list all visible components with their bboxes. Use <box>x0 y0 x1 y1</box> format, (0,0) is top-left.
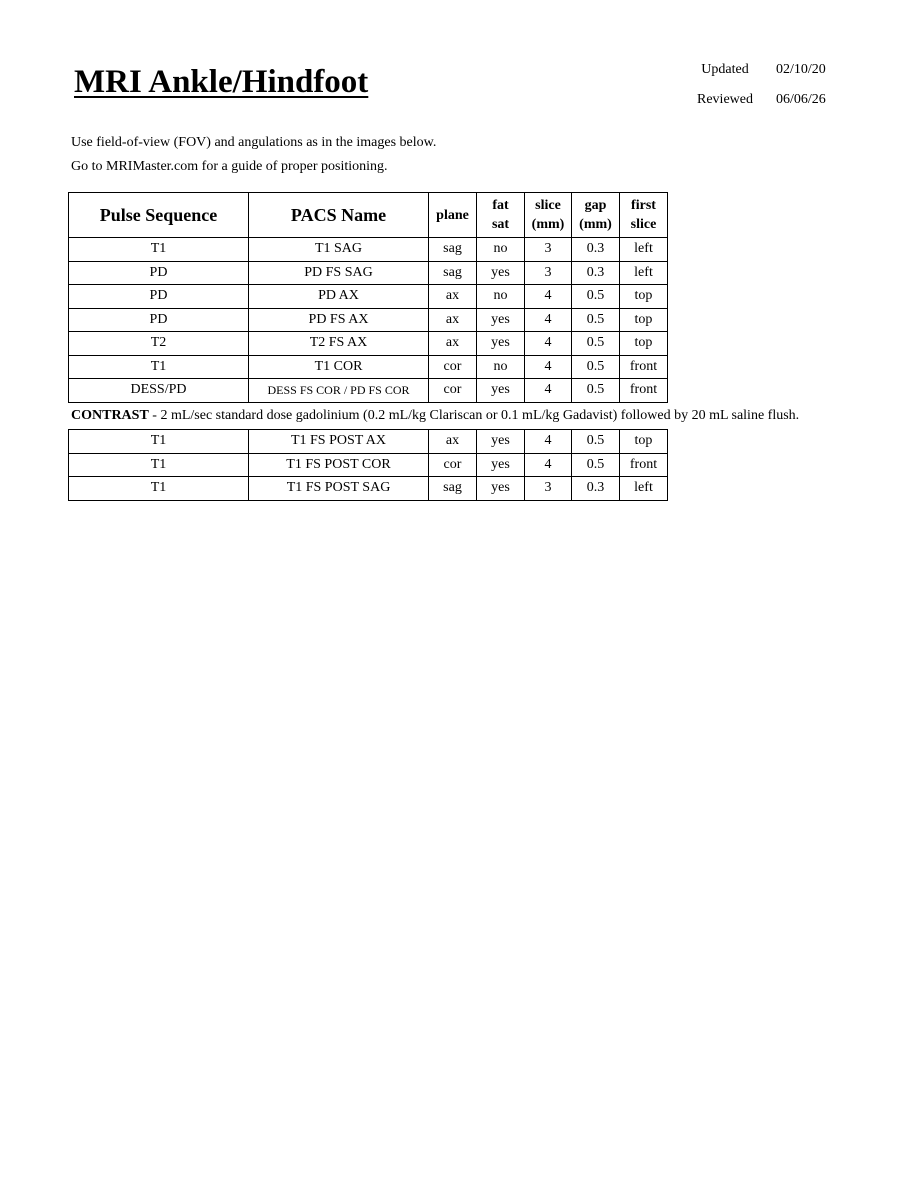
header-gap-line2: (mm) <box>579 217 612 232</box>
header-slice-line2: (mm) <box>531 217 565 232</box>
plane-cell: ax <box>429 430 477 454</box>
gap-cell: 0.5 <box>572 355 620 379</box>
pacs-name-cell: T1 COR <box>249 355 429 379</box>
plane-cell: cor <box>429 379 477 403</box>
gap-cell: 0.5 <box>572 453 620 477</box>
header-pulse-sequence: Pulse Sequence <box>69 193 249 238</box>
gap-cell: 0.3 <box>572 477 620 501</box>
slice-thickness-cell: 4 <box>525 308 572 332</box>
gap-cell: 0.3 <box>572 238 620 262</box>
first-slice-cell: top <box>620 308 668 332</box>
header-pacs-name: PACS Name <box>249 193 429 238</box>
first-slice-cell: top <box>620 332 668 356</box>
pacs-name-cell: T1 FS POST SAG <box>249 477 429 501</box>
table-row <box>69 355 668 379</box>
plane-cell: ax <box>429 332 477 356</box>
plane-cell: cor <box>429 453 477 477</box>
pacs-name-cell: T1 FS POST AX <box>249 430 429 454</box>
gap-cell: 0.5 <box>572 379 620 403</box>
contrast-label: CONTRAST <box>71 408 149 423</box>
header-gap-line1: gap <box>584 198 607 213</box>
pulse-sequence-cell: T1 <box>69 238 249 262</box>
pulse-sequence-cell: DESS/PD <box>69 379 249 403</box>
fat-sat-cell: yes <box>477 477 525 501</box>
first-slice-cell: left <box>620 261 668 285</box>
intro-line-positioning: Go to MRIMaster.com for a guide of proper positioning. <box>71 159 388 174</box>
header-first-slice-line2: slice <box>630 217 657 232</box>
reviewed-label: Reviewed <box>697 92 753 107</box>
gap-cell: 0.3 <box>572 261 620 285</box>
pacs-name-cell: T1 SAG <box>249 238 429 262</box>
first-slice-cell: left <box>620 477 668 501</box>
header-gap <box>572 193 620 238</box>
slice-thickness-cell: 4 <box>525 379 572 403</box>
pacs-name-cell: PD FS AX <box>249 308 429 332</box>
gap-cell: 0.5 <box>572 285 620 309</box>
protocol-table <box>68 192 668 403</box>
pulse-sequence-cell: T1 <box>69 453 249 477</box>
fat-sat-cell: yes <box>477 453 525 477</box>
contrast-text: - 2 mL/sec standard dose gadolinium (0.2 mL/kg Clariscan or 0.1 mL/kg Gadavist) followed by 20 mL saline flush. <box>148 408 800 423</box>
pulse-sequence-cell: PD <box>69 308 249 332</box>
reviewed-value: 06/06/26 <box>776 92 826 107</box>
table-row <box>69 261 668 285</box>
table-row <box>69 477 668 501</box>
fat-sat-cell: yes <box>477 261 525 285</box>
first-slice-cell: left <box>620 238 668 262</box>
table-row <box>69 308 668 332</box>
slice-thickness-cell: 3 <box>525 261 572 285</box>
fat-sat-cell: no <box>477 238 525 262</box>
pacs-name-cell: PD FS SAG <box>249 261 429 285</box>
gap-cell: 0.5 <box>572 308 620 332</box>
plane-cell: sag <box>429 261 477 285</box>
gap-cell: 0.5 <box>572 430 620 454</box>
pacs-name-cell: PD AX <box>249 285 429 309</box>
pulse-sequence-cell: T1 <box>69 430 249 454</box>
pacs-name-cell: T2 FS AX <box>249 332 429 356</box>
plane-cell: sag <box>429 238 477 262</box>
date-info <box>674 58 846 118</box>
table-row <box>69 379 668 403</box>
fat-sat-cell: yes <box>477 332 525 356</box>
pulse-sequence-cell: PD <box>69 261 249 285</box>
slice-thickness-cell: 4 <box>525 453 572 477</box>
first-slice-cell: top <box>620 285 668 309</box>
slice-thickness-cell: 4 <box>525 430 572 454</box>
table-row <box>69 332 668 356</box>
table-row <box>69 430 668 454</box>
pulse-sequence-cell: T1 <box>69 355 249 379</box>
first-slice-cell: top <box>620 430 668 454</box>
intro-text <box>71 131 436 179</box>
pulse-sequence-cell: T2 <box>69 332 249 356</box>
header-first-slice-line1: first <box>631 198 656 213</box>
pulse-sequence-cell: PD <box>69 285 249 309</box>
plane-cell: ax <box>429 285 477 309</box>
post-contrast-table <box>68 429 668 501</box>
fat-sat-cell: yes <box>477 430 525 454</box>
header-fat-sat-line1: fat <box>492 198 509 213</box>
slice-thickness-cell: 4 <box>525 285 572 309</box>
slice-thickness-cell: 4 <box>525 332 572 356</box>
contrast-note <box>71 408 799 424</box>
first-slice-cell: front <box>620 355 668 379</box>
plane-cell: ax <box>429 308 477 332</box>
table-header-row <box>69 193 668 238</box>
header-plane: plane <box>429 193 477 238</box>
slice-thickness-cell: 3 <box>525 477 572 501</box>
header-fat-sat-line2: sat <box>491 217 510 232</box>
intro-line-fov: Use field-of-view (FOV) and angulations as in the images below. <box>71 135 437 150</box>
header-slice <box>525 193 572 238</box>
reviewed-row <box>674 88 846 118</box>
header-first-slice <box>620 193 668 238</box>
pacs-name-cell: DESS FS COR / PD FS COR <box>249 379 429 403</box>
plane-cell: sag <box>429 477 477 501</box>
gap-cell: 0.5 <box>572 332 620 356</box>
first-slice-cell: front <box>620 379 668 403</box>
fat-sat-cell: yes <box>477 379 525 403</box>
table-row <box>69 453 668 477</box>
slice-thickness-cell: 4 <box>525 355 572 379</box>
pacs-name-cell: T1 FS POST COR <box>249 453 429 477</box>
fat-sat-cell: no <box>477 355 525 379</box>
page-title: MRI Ankle/Hindfoot <box>74 64 369 100</box>
pulse-sequence-cell: T1 <box>69 477 249 501</box>
header-slice-line1: slice <box>535 198 561 213</box>
header-fat-sat <box>477 193 525 238</box>
updated-value: 02/10/20 <box>776 62 826 77</box>
table-row <box>69 238 668 262</box>
table-row <box>69 285 668 309</box>
fat-sat-cell: no <box>477 285 525 309</box>
first-slice-cell: front <box>620 453 668 477</box>
slice-thickness-cell: 3 <box>525 238 572 262</box>
fat-sat-cell: yes <box>477 308 525 332</box>
updated-label: Updated <box>701 62 749 77</box>
updated-row <box>674 58 846 88</box>
plane-cell: cor <box>429 355 477 379</box>
